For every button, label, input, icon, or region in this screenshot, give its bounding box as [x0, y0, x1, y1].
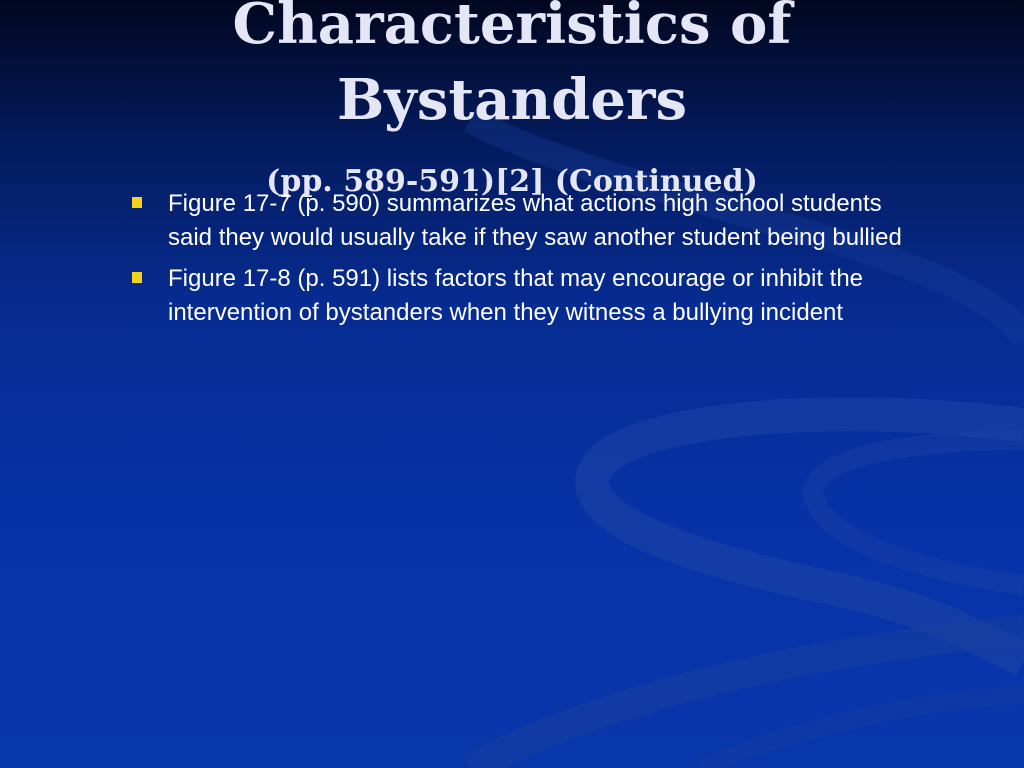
bullet-list: [130, 187, 910, 337]
bullet-text: Figure 17-8 (p. 591) lists factors that may encourage or inhibit the intervention of bystanders when they witness a bullying incident: [168, 265, 864, 326]
slide-title-line-2: Bystanders: [336, 67, 688, 133]
square-bullet-icon: [132, 272, 142, 283]
bullet-text: Figure 17-7 (p. 590) summarizes what actions high school students said they would usually take if they saw another student being bullied: [168, 190, 902, 251]
slide-title-line-1: Characteristics of: [232, 0, 792, 57]
square-bullet-icon: [132, 197, 142, 208]
swoosh-curve-right: [814, 440, 1024, 585]
bullet-item: [130, 187, 910, 255]
swoosh-curve-bottom: [700, 695, 1024, 768]
slide-subtitle: (pp. 589-591)[2] (Continued): [266, 164, 758, 199]
slide-title: [0, 0, 1024, 138]
bullet-item: [130, 262, 910, 330]
